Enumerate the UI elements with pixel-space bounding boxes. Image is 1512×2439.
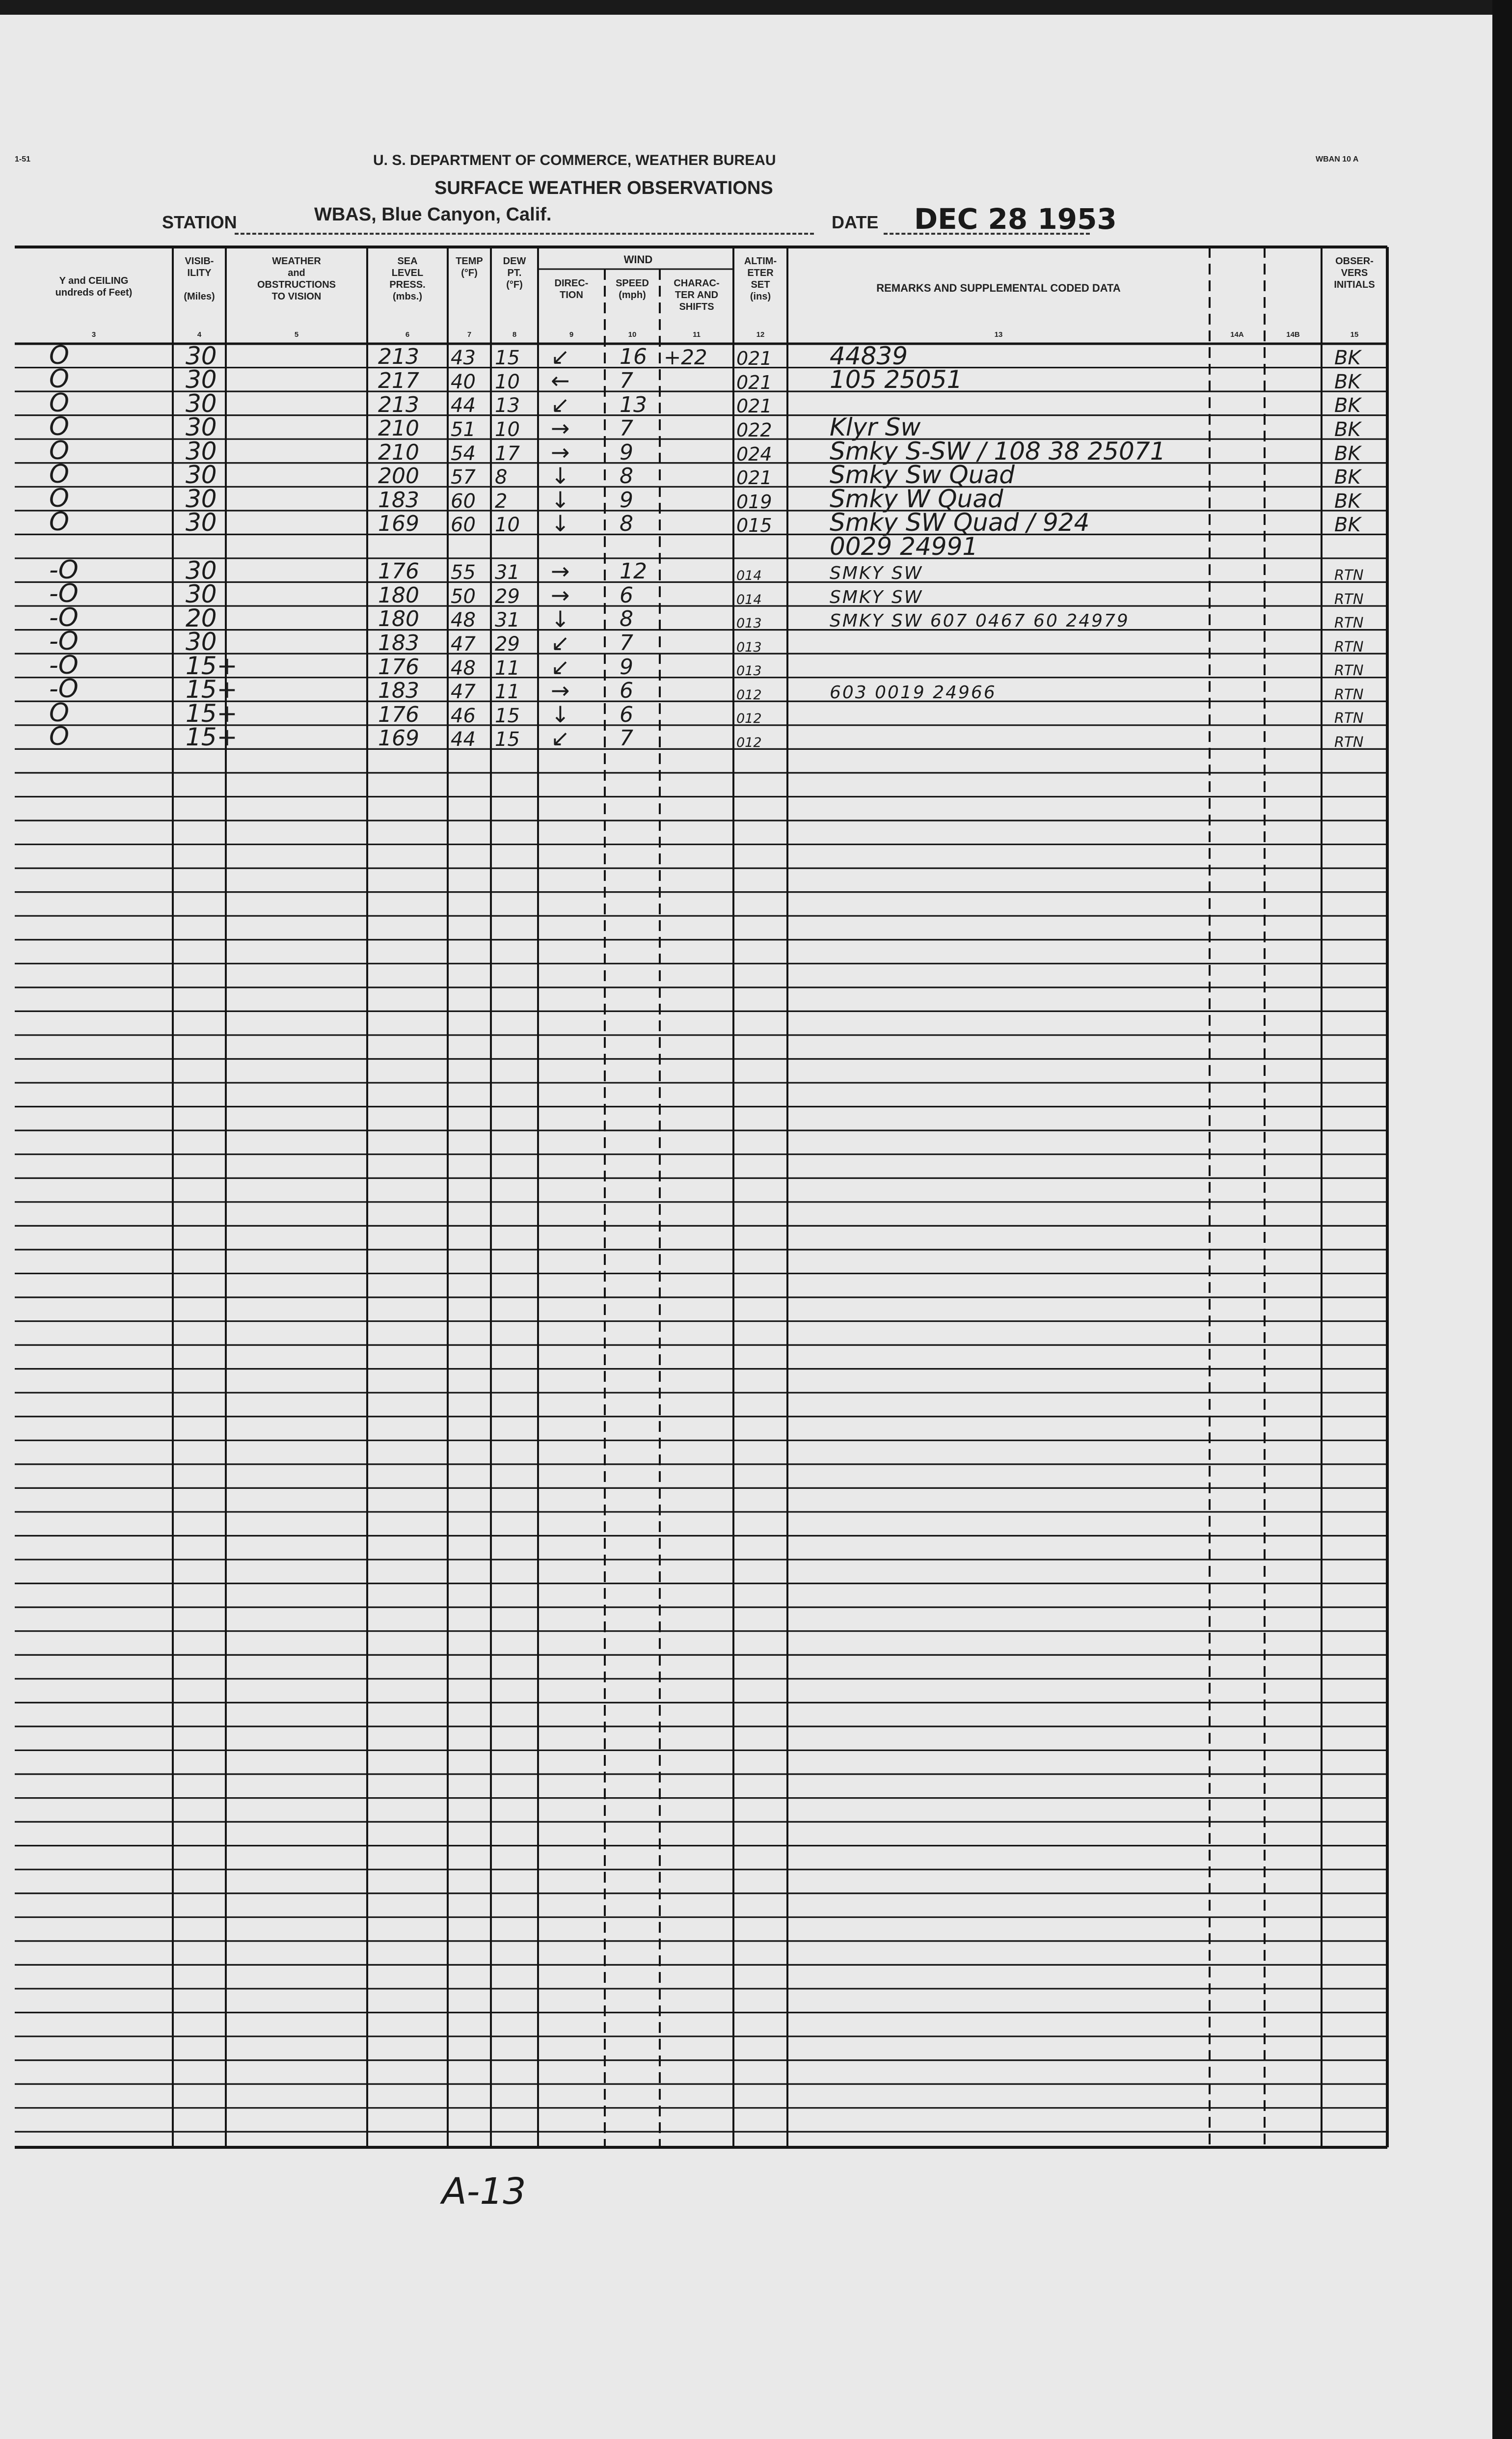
row-1-temp: 43 [451, 347, 476, 370]
column-header-9: DIREC- TION [554, 278, 589, 301]
row-1-vis: 30 [186, 341, 217, 370]
row-15-alt: 012 [736, 687, 762, 703]
row-2-alt: 021 [736, 371, 772, 393]
row-5-dew: 17 [495, 442, 520, 465]
row-14-dew: 11 [495, 657, 520, 680]
row-14-press: 176 [378, 654, 419, 680]
row-10-ceiling: -O [49, 555, 79, 585]
row-12-press: 180 [378, 606, 419, 632]
footer-note: A-13 [442, 2170, 526, 2213]
row-11-ceiling: -O [49, 579, 79, 609]
row-2-speed: 7 [620, 368, 633, 393]
row-6-vis: 30 [186, 461, 217, 490]
row-15-vis: 15+ [186, 675, 238, 704]
row-14-vis: 15+ [186, 651, 238, 680]
row-13-vis: 30 [186, 628, 217, 657]
row-10-dew: 31 [495, 561, 520, 584]
row-1-dew: 15 [495, 347, 520, 370]
row-3-ceiling: O [49, 388, 69, 418]
row-13-temp: 47 [451, 632, 476, 656]
row-5-vis: 30 [186, 437, 217, 466]
row-3-speed: 13 [620, 392, 647, 417]
form-code-right: WBAN 10 A [1316, 155, 1359, 164]
row-16-dew: 15 [495, 704, 520, 727]
row-8-temp: 60 [451, 514, 476, 537]
row-1-obs: BK [1334, 347, 1361, 370]
row-6-obs: BK [1334, 466, 1361, 489]
row-1-char: +22 [664, 345, 707, 370]
row-4-alt: 022 [736, 419, 772, 441]
row-2-vis: 30 [186, 365, 217, 394]
date-value: DEC 28 1953 [914, 202, 1117, 236]
column-number-11: 11 [693, 330, 701, 339]
column-header-12: ALTIM- ETER SET (ins) [744, 256, 777, 302]
row-17-press: 169 [378, 726, 419, 751]
row-6-ceiling: O [49, 460, 69, 490]
row-4-vis: 30 [186, 413, 217, 442]
row-1-press: 213 [378, 344, 419, 370]
column-number-10: 10 [628, 330, 637, 339]
row-3-obs: BK [1334, 394, 1361, 417]
row-7-alt: 019 [736, 491, 772, 513]
row-15-speed: 6 [620, 678, 633, 704]
column-number-14A: 14A [1230, 330, 1244, 339]
row-16-temp: 46 [451, 704, 476, 727]
row-11-remarks: SMKY SW [830, 587, 923, 607]
row-6-remarks: Smky Sw Quad [830, 461, 1015, 490]
column-number-6: 6 [405, 330, 410, 339]
row-2-obs: BK [1334, 370, 1361, 393]
row-2-press: 217 [378, 368, 419, 393]
row-1-speed: 16 [620, 344, 647, 370]
column-header-6: SEA LEVEL PRESS. (mbs.) [389, 256, 426, 302]
row-16-alt: 012 [736, 711, 762, 727]
column-header-5: WEATHER and OBSTRUCTIONS TO VISION [257, 256, 336, 302]
row-17-obs: RTN [1334, 733, 1364, 750]
column-header-3: Y and CEILING undreds of Feet) [55, 275, 133, 298]
row-16-speed: 6 [620, 702, 633, 727]
row-8-remarks: Smky SW Quad / 924 [830, 508, 1090, 537]
wind-group-label: WIND [623, 253, 653, 266]
row-12-speed: 8 [620, 606, 633, 632]
form-code-left: 1-51 [15, 155, 31, 164]
row-12-ceiling: -O [49, 603, 79, 632]
row-11-vis: 30 [186, 580, 217, 609]
row-4-ceiling: O [49, 412, 69, 442]
row-6-press: 200 [378, 464, 419, 489]
row-7-speed: 9 [620, 487, 633, 513]
row-8-obs: BK [1334, 514, 1361, 537]
row-1-dir: ↙ [551, 343, 570, 370]
row-3-alt: 021 [736, 395, 772, 417]
row-10-remarks: SMKY SW [830, 563, 923, 584]
row-7-dir: ↓ [551, 486, 570, 513]
row-8-dir: ↓ [551, 510, 570, 537]
row-13-alt: 013 [736, 639, 762, 655]
row-8-alt: 015 [736, 515, 772, 537]
row-6-temp: 57 [451, 466, 476, 489]
row-16-ceiling: O [49, 698, 69, 728]
row-13-obs: RTN [1334, 638, 1364, 655]
row-12-dir: ↓ [551, 605, 570, 632]
row-7-vis: 30 [186, 484, 217, 513]
date-label: DATE [832, 212, 879, 232]
row-7-remarks: Smky W Quad [830, 484, 1003, 513]
row-11-press: 180 [378, 582, 419, 608]
row-2-temp: 40 [451, 370, 476, 393]
column-header-13: REMARKS AND SUPPLEMENTAL CODED DATA [876, 282, 1121, 294]
row-1-remarks: 44839 [830, 341, 908, 370]
column-header-10: SPEED (mph) [616, 278, 649, 301]
row-10-dir: → [551, 558, 570, 585]
form-title: SURFACE WEATHER OBSERVATIONS [434, 178, 773, 198]
row-4-obs: BK [1334, 418, 1361, 441]
column-header-7: TEMP (°F) [456, 256, 483, 278]
row-10-alt: 014 [736, 568, 762, 584]
station-value: WBAS, Blue Canyon, Calif. [314, 204, 552, 225]
row-6-alt: 021 [736, 467, 772, 489]
row-13-ceiling: -O [49, 627, 79, 657]
row-10-press: 176 [378, 559, 419, 584]
row-17-speed: 7 [620, 726, 633, 751]
row-13-press: 183 [378, 630, 419, 656]
row-15-press: 183 [378, 678, 419, 704]
row-6-dir: ↓ [551, 463, 570, 490]
column-number-4: 4 [197, 330, 202, 339]
row-16-vis: 15+ [186, 699, 238, 728]
column-header-4: VISIB- ILITY (Miles) [184, 256, 215, 302]
row-17-temp: 44 [451, 728, 476, 751]
row-14-ceiling: -O [49, 650, 79, 680]
row-7-dew: 2 [495, 490, 508, 513]
row-3-dew: 13 [495, 394, 520, 417]
row-8-ceiling: O [49, 507, 69, 537]
row-13-dir: ↙ [551, 630, 570, 657]
row-4-dew: 10 [495, 418, 520, 441]
column-number-9: 9 [569, 330, 574, 339]
column-number-15: 15 [1350, 330, 1359, 339]
row-2-dew: 10 [495, 370, 520, 393]
row-5-dir: → [551, 438, 570, 466]
column-number-5: 5 [294, 330, 299, 339]
column-number-8: 8 [512, 330, 517, 339]
row-5-temp: 54 [451, 442, 476, 465]
row-1-alt: 021 [736, 348, 772, 370]
row-11-dir: → [551, 581, 570, 608]
row-16-press: 176 [378, 702, 419, 727]
column-header-15: OBSER- VERS INITIALS [1334, 256, 1375, 290]
row-15-remarks: 603 0019 24966 [830, 682, 997, 703]
row-15-temp: 47 [451, 681, 476, 704]
column-header-11: CHARAC- TER AND SHIFTS [674, 278, 720, 312]
row-5-press: 210 [378, 439, 419, 465]
row-14-dir: ↙ [551, 653, 570, 680]
row-5-ceiling: O [49, 436, 69, 466]
row-3-dir: ↙ [551, 391, 570, 418]
row-12-vis: 20 [186, 603, 217, 632]
row-16-obs: RTN [1334, 710, 1364, 727]
row-8-speed: 8 [620, 511, 633, 537]
column-number-13: 13 [994, 330, 1003, 339]
row-15-dew: 11 [495, 681, 520, 704]
row-17-alt: 012 [736, 735, 762, 750]
row-4-remarks: Klyr Sw [830, 413, 921, 442]
row-11-obs: RTN [1334, 590, 1364, 607]
row-15-obs: RTN [1334, 685, 1364, 703]
column-header-8: DEW PT. (°F) [503, 256, 526, 290]
row-11-alt: 014 [736, 592, 762, 607]
station-label: STATION [162, 212, 237, 232]
column-number-14B: 14B [1286, 330, 1300, 339]
row-6-dew: 8 [495, 466, 508, 489]
row-3-press: 213 [378, 392, 419, 417]
row-13-speed: 7 [620, 630, 633, 656]
row-8-dew: 10 [495, 514, 520, 537]
row-2-dir: ← [551, 367, 570, 394]
row-7-press: 183 [378, 487, 419, 513]
row-17-vis: 15+ [186, 723, 238, 752]
department-title: U. S. DEPARTMENT OF COMMERCE, WEATHER BUREAU [373, 152, 776, 168]
row-12-dew: 31 [495, 609, 520, 632]
row-13-dew: 29 [495, 632, 520, 656]
row-12-alt: 013 [736, 616, 762, 631]
row-6-speed: 8 [620, 464, 633, 489]
column-number-3: 3 [91, 330, 96, 339]
row-7-temp: 60 [451, 490, 476, 513]
row-10-temp: 55 [451, 561, 476, 584]
row-3-vis: 30 [186, 389, 217, 418]
row-5-speed: 9 [620, 439, 633, 465]
row-12-remarks: SMKY SW 607 0467 60 24979 [830, 611, 1130, 631]
row-10-obs: RTN [1334, 567, 1364, 584]
row-5-alt: 024 [736, 443, 772, 465]
row-11-speed: 6 [620, 582, 633, 608]
row-11-temp: 50 [451, 585, 476, 608]
row-12-temp: 48 [451, 609, 476, 632]
row-12-obs: RTN [1334, 614, 1364, 631]
row-7-obs: BK [1334, 490, 1361, 513]
row-11-dew: 29 [495, 585, 520, 608]
row-17-dir: ↙ [551, 725, 570, 752]
row-7-ceiling: O [49, 483, 69, 513]
row-4-temp: 51 [451, 418, 476, 441]
row-17-dew: 15 [495, 728, 520, 751]
row-9-remarks: 0029 24991 [830, 532, 978, 561]
row-10-vis: 30 [186, 556, 217, 585]
row-4-press: 210 [378, 416, 419, 441]
row-3-temp: 44 [451, 394, 476, 417]
row-8-press: 169 [378, 511, 419, 537]
row-8-vis: 30 [186, 508, 217, 537]
column-number-12: 12 [756, 330, 765, 339]
row-5-remarks: Smky S-SW / 108 38 25071 [830, 437, 1166, 466]
row-14-obs: RTN [1334, 662, 1364, 679]
row-5-obs: BK [1334, 442, 1361, 465]
row-14-speed: 9 [620, 654, 633, 680]
row-4-speed: 7 [620, 416, 633, 441]
column-number-7: 7 [467, 330, 472, 339]
row-14-temp: 48 [451, 657, 476, 680]
row-10-speed: 12 [620, 559, 647, 584]
row-15-dir: → [551, 677, 570, 704]
row-14-alt: 013 [736, 663, 762, 679]
row-16-dir: ↓ [551, 701, 570, 728]
row-15-ceiling: -O [49, 674, 79, 704]
row-17-ceiling: O [49, 722, 69, 752]
row-4-dir: → [551, 415, 570, 442]
row-2-remarks: 105 25051 [830, 365, 963, 394]
row-1-ceiling: O [49, 340, 69, 370]
row-2-ceiling: O [49, 364, 69, 394]
